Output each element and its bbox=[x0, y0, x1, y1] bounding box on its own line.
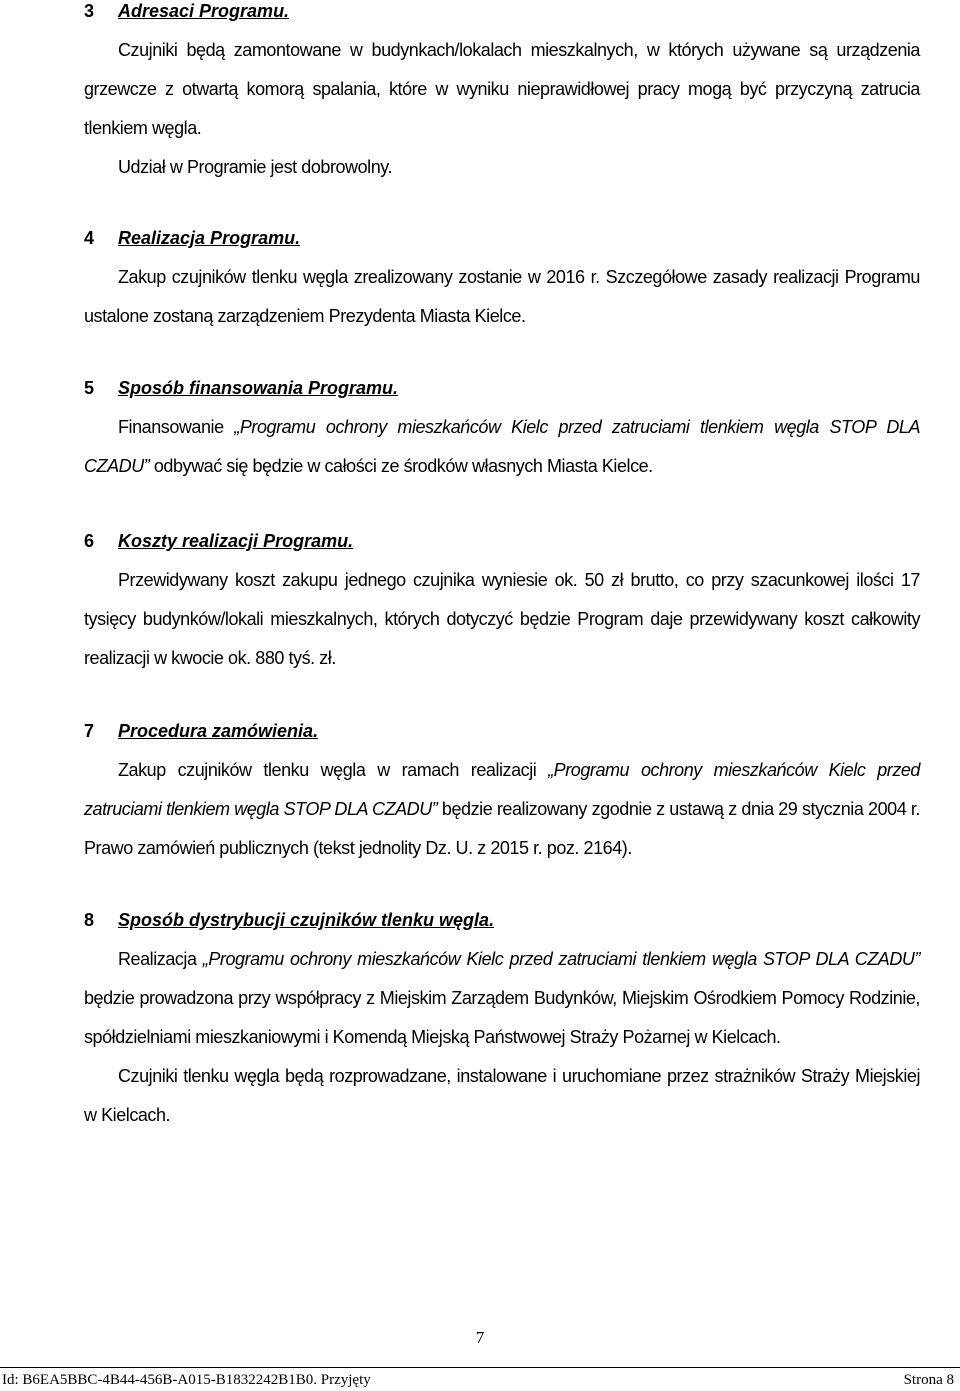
section-heading bbox=[84, 227, 920, 249]
text-run: będzie prowadzona przy współpracy z Miejskim Zarządem Budynków, Miejskim Ośrodkiem Pomocy Rodzinie, spółdzielniami mieszkaniowymi i Komendą Miejską Państwowej Straży Pożarnej w Kielcach. bbox=[84, 988, 920, 1047]
page-number: 7 bbox=[475, 1328, 485, 1347]
section-heading bbox=[84, 909, 920, 931]
text-run: Realizacja bbox=[118, 949, 203, 969]
section-3 bbox=[84, 0, 920, 187]
paragraph bbox=[84, 408, 920, 486]
section-number: 5 bbox=[84, 378, 95, 398]
paragraph bbox=[84, 751, 920, 868]
footer-divider bbox=[0, 1367, 960, 1368]
paragraph bbox=[84, 148, 920, 187]
text-run: Czujniki tlenku węgla będą rozprowadzane, instalowane i uruchomiane przez strażników Straży Miejskiej w Kielcach. bbox=[84, 1066, 920, 1125]
section-title: Realizacja Programu. bbox=[118, 228, 301, 248]
text-run: Przewidywany koszt zakupu jednego czujnika wyniesie ok. 50 zł brutto, co przy szacunkowej ilości 17 tysięcy budynków/lokali mieszkalnych, których dotyczyć będzie Program daje przewidywany koszt całkowity realizacji w kwocie ok. 880 tyś. zł. bbox=[84, 570, 920, 668]
text-run-italic: „Programu ochrony mieszkańców Kielc przed zatruciami tlenkiem węgla STOP DLA CZADU” bbox=[202, 949, 920, 969]
section-title: Adresaci Programu. bbox=[118, 1, 290, 21]
text-run: Zakup czujników tlenku węgla zrealizowany zostanie w 2016 r. Szczegółowe zasady realizacji Programu ustalone zostaną zarządzeniem Prezydenta Miasta Kielce. bbox=[84, 267, 920, 326]
section-4 bbox=[84, 227, 920, 336]
paragraph bbox=[84, 258, 920, 336]
paragraph bbox=[84, 31, 920, 148]
section-7 bbox=[84, 720, 920, 868]
section-title: Sposób dystrybucji czujników tlenku węgla. bbox=[118, 910, 495, 930]
section-5 bbox=[84, 377, 920, 486]
paragraph bbox=[84, 1057, 920, 1135]
section-8 bbox=[84, 909, 920, 1135]
footer-page-label: Strona 8 bbox=[903, 1372, 954, 1388]
section-number: 8 bbox=[84, 910, 95, 930]
section-title: Sposób finansowania Programu. bbox=[118, 378, 399, 398]
text-run-italic: „Programu ochrony mieszkańców Kielc przed zatruciami tlenkiem węgla STOP DLA CZADU” bbox=[84, 760, 920, 819]
section-title: Koszty realizacji Programu. bbox=[118, 531, 354, 551]
text-run: Udział w Programie jest dobrowolny. bbox=[118, 157, 393, 177]
section-number: 7 bbox=[84, 721, 95, 741]
section-title: Procedura zamówienia. bbox=[118, 721, 319, 741]
text-run: Zakup czujników tlenku węgla w ramach realizacji bbox=[118, 760, 549, 780]
text-run: Finansowanie bbox=[118, 417, 235, 437]
document-footer bbox=[2, 1370, 954, 1390]
section-6 bbox=[84, 530, 920, 678]
text-run-italic: „Programu ochrony mieszkańców Kielc przed zatruciami tlenkiem węgla STOP DLA CZADU” bbox=[84, 417, 920, 476]
text-run: Czujniki będą zamontowane w budynkach/lokalach mieszkalnych, w których używane są urządzenia grzewcze z otwartą komorą spalania, które w wyniku nieprawidłowej pracy mogą być przyczyną zatrucia tlenkiem węgla. bbox=[84, 40, 920, 138]
text-run: odbywać się będzie w całości ze środków własnych Miasta Kielce. bbox=[149, 456, 653, 476]
section-heading bbox=[84, 0, 920, 22]
section-number: 6 bbox=[84, 531, 95, 551]
section-number: 4 bbox=[84, 228, 95, 248]
paragraph bbox=[84, 561, 920, 678]
section-heading bbox=[84, 377, 920, 399]
section-heading bbox=[84, 530, 920, 552]
footer-document-id: Id: B6EA5BBC-4B44-456B-A015-B1832242B1B0. Przyjęty bbox=[2, 1372, 371, 1388]
paragraph bbox=[84, 940, 920, 1057]
section-number: 3 bbox=[84, 1, 95, 21]
text-run: będzie realizowany zgodnie z ustawą z dnia 29 stycznia 2004 r. Prawo zamówień publicznych (tekst jednolity Dz. U. z 2015 r. poz. 2164). bbox=[84, 799, 920, 858]
section-heading bbox=[84, 720, 920, 742]
